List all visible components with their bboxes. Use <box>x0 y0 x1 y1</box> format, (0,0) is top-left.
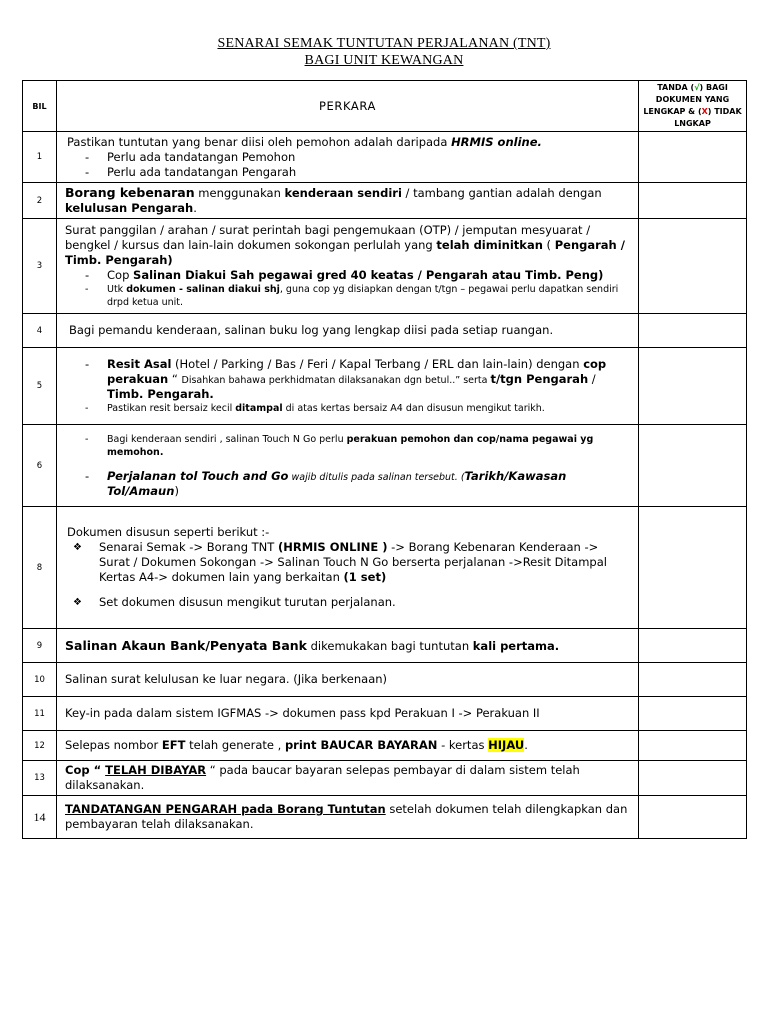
row-content: Borang kebenaran menggunakan kenderaan sendiri / tambang gantian adalah dengan kelulusan Pengarah. <box>57 183 639 219</box>
check-cell[interactable] <box>639 348 747 425</box>
check-cell[interactable] <box>639 183 747 219</box>
row-content: Salinan Akaun Bank/Penyata Bank dikemukakan bagi tuntutan kali pertama. <box>57 629 639 663</box>
header-bil: BIL <box>23 81 57 132</box>
list-item: - Perjalanan tol Touch and Go wajib ditulis pada salinan tersebut. (Tarikh/Kawasan Tol/Amaun) <box>85 469 632 499</box>
check-cell[interactable] <box>639 663 747 697</box>
check-cell[interactable] <box>639 219 747 314</box>
row-number: 1 <box>23 132 57 183</box>
table-row <box>23 629 747 663</box>
table-header-row <box>23 81 747 132</box>
table-row <box>23 697 747 731</box>
list-item: - Cop Salinan Diakui Sah pegawai gred 40 keatas / Pengarah atau Timb. Peng) <box>85 268 632 283</box>
header-perkara: PERKARA <box>57 81 639 132</box>
list-item: - Perlu ada tandatangan Pemohon <box>85 150 632 165</box>
cross-mark: X <box>701 107 708 116</box>
row-number: 4 <box>23 314 57 348</box>
check-cell[interactable] <box>639 629 747 663</box>
check-cell[interactable] <box>639 314 747 348</box>
row-number: 2 <box>23 183 57 219</box>
checklist-table <box>22 80 747 839</box>
row-content <box>57 507 639 629</box>
header-tanda: TANDA (√) BAGI DOKUMEN YANG LENGKAP & (X) TIDAK LNGKAP <box>639 81 747 132</box>
table-row <box>23 663 747 697</box>
table-row <box>23 348 747 425</box>
row-number: 9 <box>23 629 57 663</box>
row-number: 6 <box>23 425 57 507</box>
list-intro: Dokumen disusun seperti berikut :- <box>67 525 270 539</box>
document-subtitle: BAGI UNIT KEWANGAN <box>304 53 464 68</box>
tick-mark: √ <box>694 83 700 92</box>
document-title: SENARAI SEMAK TUNTUTAN PERJALANAN (TNT) <box>217 36 551 51</box>
row-number: 5 <box>23 348 57 425</box>
check-cell[interactable] <box>639 507 747 629</box>
row-content <box>57 425 639 507</box>
row-number: 3 <box>23 219 57 314</box>
table-row <box>23 507 747 629</box>
row-content: Key-in pada dalam sistem IGFMAS -> dokumen pass kpd Perakuan I -> Perakuan II <box>57 697 639 731</box>
table-row <box>23 425 747 507</box>
list-item: - Perlu ada tandatangan Pengarah <box>85 165 632 180</box>
table-row <box>23 132 747 183</box>
table-row <box>23 731 747 761</box>
row-content: Selepas nombor EFT telah generate , print BAUCAR BAYARAN - kertas HIJAU. <box>57 731 639 761</box>
row-content: Bagi pemandu kenderaan, salinan buku log yang lengkap diisi pada setiap ruangan. <box>57 314 639 348</box>
table-row <box>23 796 747 839</box>
list-item: - Bagi kenderaan sendiri , salinan Touch N Go perlu perakuan pemohon dan cop/nama pegawai yg memohon. <box>85 433 632 459</box>
row-content <box>57 348 639 425</box>
list-item: - Utk dokumen - salinan diakui shj, guna cop yg disiapkan dengan t/tgn – pegawai perlu dapatkan sendiri drpd ketua unit. <box>85 283 632 309</box>
table-row <box>23 314 747 348</box>
row-content: TANDATANGAN PENGARAH pada Borang Tuntutan setelah dokumen telah dilengkapkan dan pembayaran telah dilaksanakan. <box>57 796 639 839</box>
list-item: - Resit Asal (Hotel / Parking / Bas / Feri / Kapal Terbang / ERL dan lain-lain) dengan cop perakuan “ Disahkan bahawa perkhidmatan dilaksanakan dgn betul..” serta t/tgn Pengarah / Timb. Pengarah. <box>85 357 632 402</box>
row-number: 10 <box>23 663 57 697</box>
table-row <box>23 219 747 314</box>
list-item: ❖ Senarai Semak -> Borang TNT (HRMIS ONLINE ) -> Borang Kebenaran Kenderaan -> Surat / Dokumen Sokongan -> Salinan Touch N Go berserta perjalanan ->Resit Ditampal Kertas A4-> dokumen lain yang berkaitan (1 set) <box>73 540 632 585</box>
row-content: Pastikan tuntutan yang benar diisi oleh pemohon adalah daripada HRMIS online. - Perlu ada tandatangan Pemohon - Perlu ada tandatangan Pengarah <box>57 132 639 183</box>
highlight-hijau: HIJAU <box>488 738 525 752</box>
check-cell[interactable] <box>639 425 747 507</box>
row-number: 14 <box>23 796 57 839</box>
row-number: 12 <box>23 731 57 761</box>
table-row <box>23 761 747 796</box>
check-cell[interactable] <box>639 731 747 761</box>
row-number: 8 <box>23 507 57 629</box>
table-row <box>23 183 747 219</box>
check-cell[interactable] <box>639 761 747 796</box>
check-cell[interactable] <box>639 796 747 839</box>
row-content: Surat panggilan / arahan / surat perintah bagi pengemukaan (OTP) / jemputan mesyuarat / bengkel / kursus dan lain-lain dokumen sokongan perlulah yang telah diminitkan ( Pengarah / Timb. Pengarah) - Cop Salinan Diakui Sah pegawai gred 40 keatas / Pengarah atau Timb. Peng) - Utk dokumen - salinan diakui shj, guna cop yg disiapkan dengan t/tgn – pegawai perlu dapatkan sendiri drpd ketua unit. <box>57 219 639 314</box>
list-item: ❖ Set dokumen disusun mengikut turutan perjalanan. <box>73 595 632 610</box>
row-number: 13 <box>23 761 57 796</box>
row-content: Salinan surat kelulusan ke luar negara. (Jika berkenaan) <box>57 663 639 697</box>
row-content: Cop “ TELAH DIBAYAR “ pada baucar bayaran selepas pembayar di dalam sistem telah dilaksanakan. <box>57 761 639 796</box>
check-cell[interactable] <box>639 697 747 731</box>
row-number: 11 <box>23 697 57 731</box>
list-item: - Pastikan resit bersaiz kecil ditampal di atas kertas bersaiz A4 dan disusun mengikut tarikh. <box>85 402 632 415</box>
check-cell[interactable] <box>639 132 747 183</box>
